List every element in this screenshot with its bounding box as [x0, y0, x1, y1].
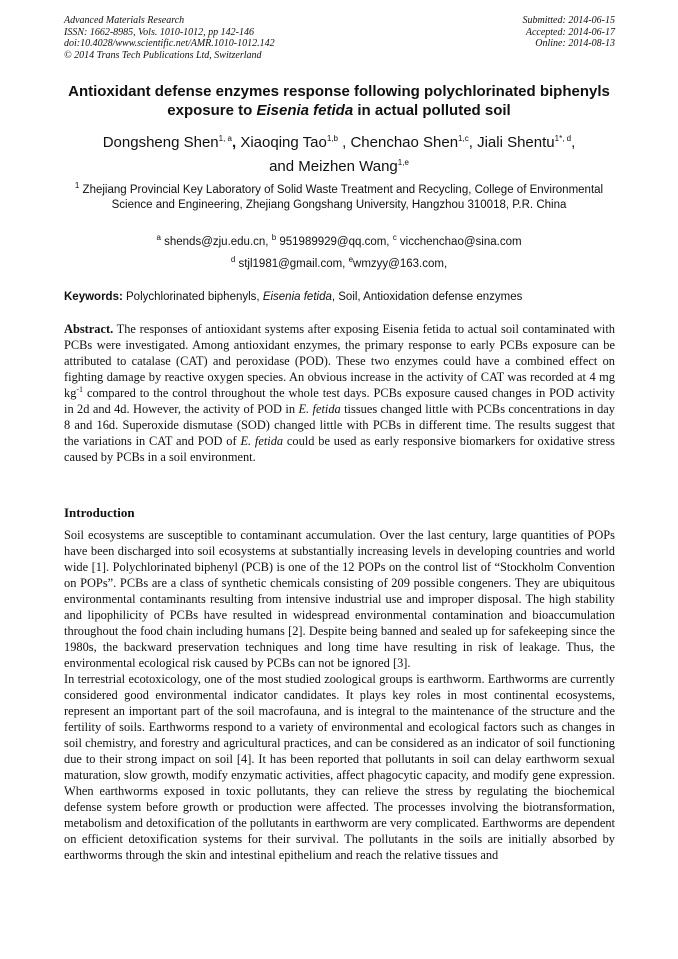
abstract	[64, 321, 615, 465]
affiliation-sup: 1	[74, 181, 80, 191]
author-name: Xiaoqing Tao	[240, 134, 327, 151]
author-list	[60, 131, 618, 179]
abstract-text: compared to the control throughout the whole test days. PCBs exposure caused changes in POD activity in 2d and 4d. However, the activity of POD in	[64, 386, 615, 416]
author-name: Chenchao Shen	[350, 134, 459, 151]
online-date: Online: 2014-08-13	[535, 38, 615, 49]
author-name: Jiali Shentu	[477, 134, 555, 151]
journal-doi[interactable]: doi:10.4028/www.scientific.net/AMR.1010-1012.142	[64, 38, 275, 49]
paper-title	[60, 82, 618, 120]
keyword-species: Eisenia fetida	[262, 291, 332, 303]
email-b[interactable]: 951989929@qq.com,	[279, 236, 390, 248]
intro-paragraph-2: In terrestrial ecotoxicology, one of the most studied zoological groups is earthworm. Earthworms are currently considered good environmental indicator candidates. It plays key roles in most continental ecosystems, represent an important part of the soil macrofauna, and is integral to the maintenance of the structure and the fertility of soils. Earthworms respond to a variety of environmental and ecological factors such as changes in soil chemistry, and forestry and agricultural practices, and can be considered as an indicator of soil functioning due to their strong impact on soil [4]. It has been reported that pollutants in soil can delay earthworm sexual maturation, slow growth, modify enzymatic activities, affect phagocytic capacity, and modify gene expression. When earthworms exposed in toxic pollutants, they can relieve the stress by regulating the biochemical defense system before growth or production were affected. The processes involving the biotransformation, metabolism and detoxification of the pollutants in earthworm are very complicated. Earthworms are dependent on efficient detoxification systems for their survival. The pollutants in the soils are initially absorbed by earthworms through the skin and intestinal epithelium and reach the relative tissues and	[64, 672, 615, 862]
submission-dates	[523, 15, 616, 50]
submitted-date: Submitted: 2014-06-15	[522, 15, 615, 26]
author-sup: 1*, d	[554, 134, 572, 143]
author-separator: ,	[232, 134, 241, 151]
email-e[interactable]: wmzyy@163.com,	[353, 258, 448, 270]
email-line-1: $^a$ shends@zju.edu.cn, $^b$ 951989929@qq.com, $^c$ vicchenchao@sina.com	[156, 233, 522, 248]
introduction-heading: Introduction	[64, 505, 135, 520]
author-name: Dongsheng Shen	[102, 134, 219, 151]
author-sup: 1,b	[326, 134, 338, 143]
author-line-1	[60, 131, 618, 155]
keywords-label: Keywords:	[64, 291, 123, 303]
title-species: Eisenia fetida	[256, 102, 354, 119]
introduction-body	[64, 527, 615, 863]
author-emails	[60, 231, 618, 275]
abstract-text: tissues changed little with PCBs concentrations in day 8 and 16d. Superoxide dismutase (SOD) changed little with PCBs in different time. The results suggest that the variations in CAT and POD of	[64, 402, 615, 448]
journal-copyright: © 2014 Trans Tech Publications Ltd, Switzerland	[64, 49, 262, 61]
email-d[interactable]: stjl1981@gmail.com,	[238, 258, 346, 270]
journal-name: Advanced Materials Research	[64, 15, 185, 26]
keyword-text: , Soil, Antioxidation defense enzymes	[331, 291, 523, 303]
author-sup: 1,e	[397, 158, 409, 167]
title-part-1: Antioxidant defense enzymes response following polychlorinated biphenyls exposure to	[68, 83, 610, 119]
journal-issn: ISSN: 1662-8985, Vols. 1010-1012, pp 142-146	[64, 26, 254, 38]
author-name: Meizhen Wang	[298, 158, 398, 175]
intro-paragraph-1: Soil ecosystems are susceptible to contaminant accumulation. Over the last century, large quantities of POPs have been discharged into soil ecosystems at substantially increasing levels in developing countries and world wide [1]. Polychlorinated biphenyl (PCB) is one of the 12 POPs on the control list of “Stockholm Convention on POPs”. PCBs are a class of synthetic chemicals consisting of 209 possible congeners. They are ubiquitous environmental contaminants resulting from intensive industrial use and improper disposal. The high stability and lipophilicity of PCBs have resulted in widespread environmental contamination and bioaccumulation throughout the food chain including humans [2]. Despite being banned and sealed up for safekeeping since the 1980s, the backward preservation techniques and long time have resulting in risk of leakage. Thus, the environmental ecological risk caused by PCBs can not be ignored [3].	[64, 528, 615, 670]
abstract-species: E. fetida	[240, 434, 284, 448]
keyword-text: Polychlorinated biphenyls,	[126, 291, 263, 303]
email-line-2: $^d$ stjl1981@gmail.com, $^e$wmzyy@163.com,	[230, 255, 448, 270]
author-line-2	[60, 155, 618, 179]
author-separator: ,	[468, 134, 478, 151]
title-part-2: in actual polluted soil	[353, 102, 511, 119]
abstract-species: E. fetida	[298, 402, 341, 416]
abstract-text: The responses of antioxidant systems after exposing Eisenia fetida to actual soil contaminated with PCBs were investigated. Among antioxidant enzymes, the primary response to early PCBs exposure can be attributed to catalase (CAT) and peroxidase (POD). These two enzymes could have a combined effect on fighting damage by reactive oxygen species. An obvious increase in the activity of CAT was recorded at 4 mg kg	[64, 322, 615, 400]
email-a[interactable]: shends@zju.edu.cn,	[164, 236, 269, 248]
accepted-date: Accepted: 2014-06-17	[525, 26, 615, 38]
email-c[interactable]: vicchenchao@sina.com	[399, 236, 522, 248]
abstract-label: Abstract.	[64, 322, 114, 336]
abstract-text: could be used as early responsive biomarkers for oxidative stress caused by PCBs in a soil environment.	[64, 434, 615, 464]
abstract-sup: -1	[76, 384, 84, 394]
author-sup: 1,c	[458, 134, 469, 143]
journal-info	[64, 15, 275, 61]
affiliation-text: Zhejiang Provincial Key Laboratory of Solid Waste Treatment and Recycling, College of Environmental Science and Engineering, Zhejiang Gongshang University, Hangzhou 310018, P.R. China	[79, 184, 604, 211]
affiliation	[62, 183, 616, 212]
keywords	[64, 290, 616, 304]
author-separator: ,	[571, 134, 576, 151]
author-separator: ,	[337, 134, 351, 151]
author-sup: 1, a	[218, 134, 232, 143]
author-prefix: and	[269, 158, 299, 175]
